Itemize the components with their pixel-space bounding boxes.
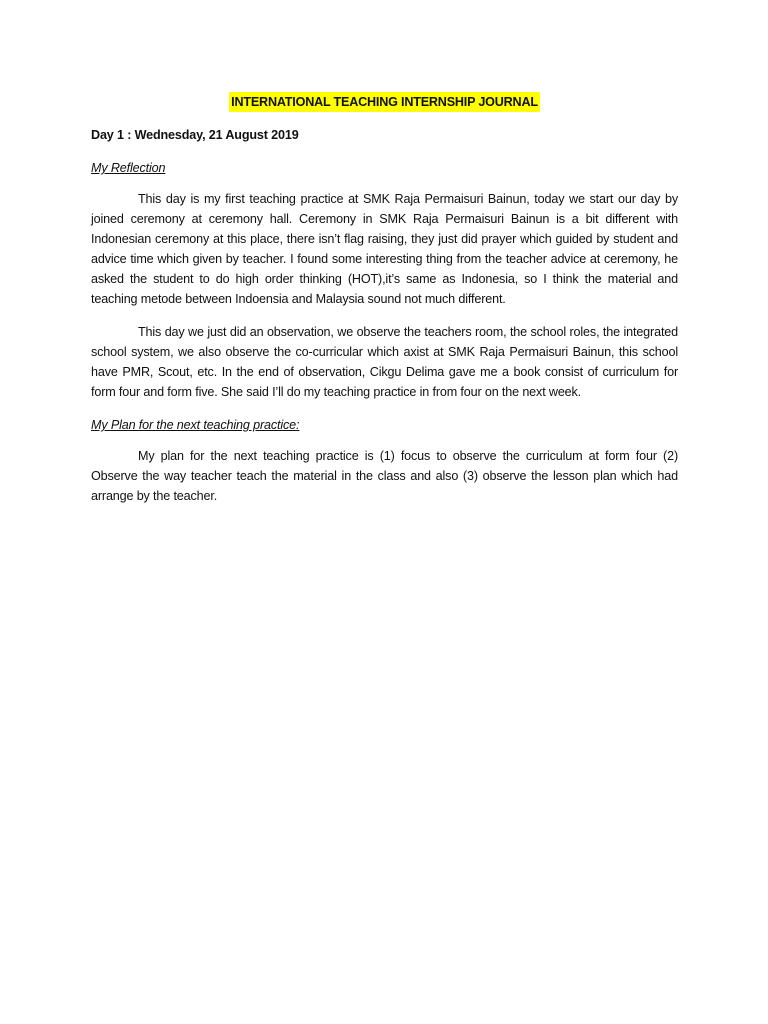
day-heading: Day 1 : Wednesday, 21 August 2019 [91,128,299,142]
reflection-paragraph-1: This day is my first teaching practice at SMK Raja Permaisuri Bainun, today we start our day by joined ceremony at ceremony hall. Ceremony in SMK Raja Permaisuri Bainun is a bit different with Indonesian ceremony at this place, there isn’t flag raising, they just did prayer which guided by student and advice time which given by teacher. I found some interesting thing from the teacher advice at ceremony, he asked the student to do high order thinking (HOT),it’s same as Indonesia, so I think the material and teaching metode between Indoensia and Malaysia sound not much different. [91,192,678,306]
plan-heading: My Plan for the next teaching practice: [91,418,300,432]
reflection-heading: My Reflection [91,161,166,175]
document-body [91,92,678,506]
document-title: INTERNATIONAL TEACHING INTERNSHIP JOURNAL [229,92,540,112]
plan-paragraph: My plan for the next teaching practice is (1) focus to observe the curriculum at form four (2) Observe the way teacher teach the material in the class and also (3) observe the lesson plan which had arrange by the teacher. [91,449,678,503]
reflection-paragraph-2: This day we just did an observation, we observe the teachers room, the school roles, the integrated school system, we also observe the co-curricular which axist at SMK Raja Permaisuri Bainun, this school have PMR, Scout, etc. In the end of observation, Cikgu Delima gave me a book consist of curriculum for form four and form five. She said I’ll do my teaching practice in from four on the next week. [91,325,678,399]
title-line [91,92,678,112]
